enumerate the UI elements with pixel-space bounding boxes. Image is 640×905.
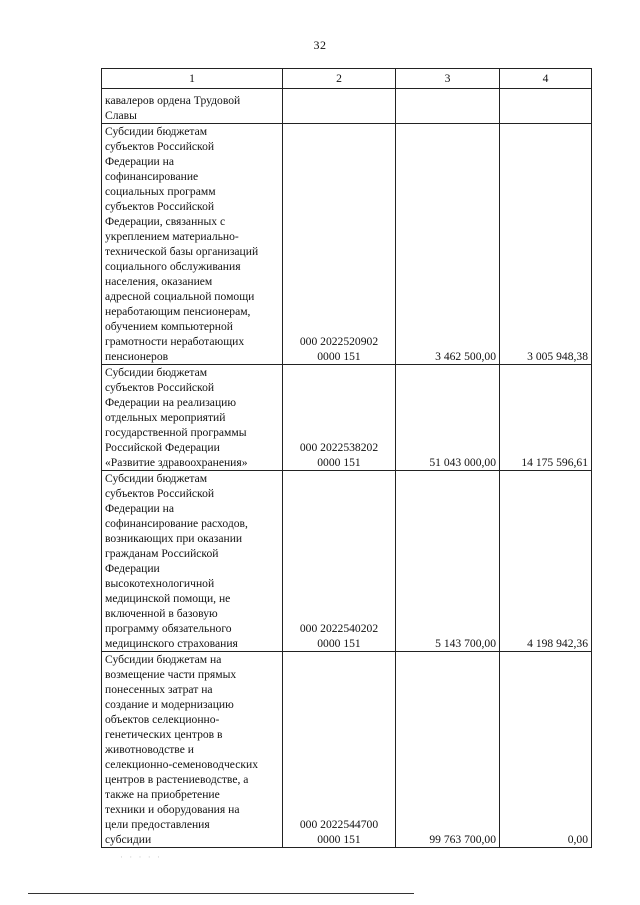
row-name: Субсидии бюджетам субъектов Российской Федерации на софинансирование социальных программ субъектов Российской Федерации, связанных с укреплением материально- технической базы организаций социального обслуживания населения, оказанием адресной социальной помощи неработающим пенсионерам, обучением компьютерной грамотности неработающих пенсионеров bbox=[102, 124, 283, 365]
row-value-3: 5 143 700,00 bbox=[396, 471, 500, 652]
table-row bbox=[102, 652, 592, 848]
row-value-3 bbox=[396, 89, 500, 124]
column-header-1: 1 bbox=[102, 69, 283, 89]
row-code bbox=[283, 89, 396, 124]
row-name: Субсидии бюджетам субъектов Российской Федерации на реализацию отдельных мероприятий государственной программы Российской Федерации «Развитие здравоохранения» bbox=[102, 365, 283, 471]
row-value-4: 14 175 596,61 bbox=[500, 365, 592, 471]
column-header-4: 4 bbox=[500, 69, 592, 89]
row-code: 000 2022520902 0000 151 bbox=[283, 124, 396, 365]
row-value-3: 51 043 000,00 bbox=[396, 365, 500, 471]
row-code: 000 2022538202 0000 151 bbox=[283, 365, 396, 471]
page-number: 32 bbox=[313, 38, 327, 52]
table-row bbox=[102, 124, 592, 365]
row-value-4: 0,00 bbox=[500, 652, 592, 848]
row-name: Субсидии бюджетам на возмещение части прямых понесенных затрат на создание и модернизацию объектов селекционно- генетических центров в животноводстве и селекционно-семеноводческих центров в растениеводстве, а также на приобретение техники и оборудования на цели предоставления субсидии bbox=[102, 652, 283, 848]
column-header-3: 3 bbox=[396, 69, 500, 89]
row-name: Субсидии бюджетам субъектов Российской Федерации на софинансирование расходов, возникающих при оказании гражданам Российской Федерации высокотехнологичной медицинской помощи, не включенной в базовую программу обязательного медицинского страхования bbox=[102, 471, 283, 652]
header-row bbox=[102, 69, 592, 89]
table-row bbox=[102, 89, 592, 124]
row-value-4: 3 005 948,38 bbox=[500, 124, 592, 365]
row-value-3: 99 763 700,00 bbox=[396, 652, 500, 848]
row-code: 000 2022540202 0000 151 bbox=[283, 471, 396, 652]
row-name: кавалеров ордена Трудовой Славы bbox=[102, 89, 283, 124]
table-row bbox=[102, 365, 592, 471]
budget-table bbox=[101, 68, 592, 848]
column-header-2: 2 bbox=[283, 69, 396, 89]
table-row bbox=[102, 471, 592, 652]
row-value-4 bbox=[500, 89, 592, 124]
row-code: 000 2022544700 0000 151 bbox=[283, 652, 396, 848]
scan-artifact: · · · · · bbox=[120, 852, 162, 862]
row-value-3: 3 462 500,00 bbox=[396, 124, 500, 365]
row-value-4: 4 198 942,36 bbox=[500, 471, 592, 652]
footer-rule bbox=[28, 893, 414, 894]
